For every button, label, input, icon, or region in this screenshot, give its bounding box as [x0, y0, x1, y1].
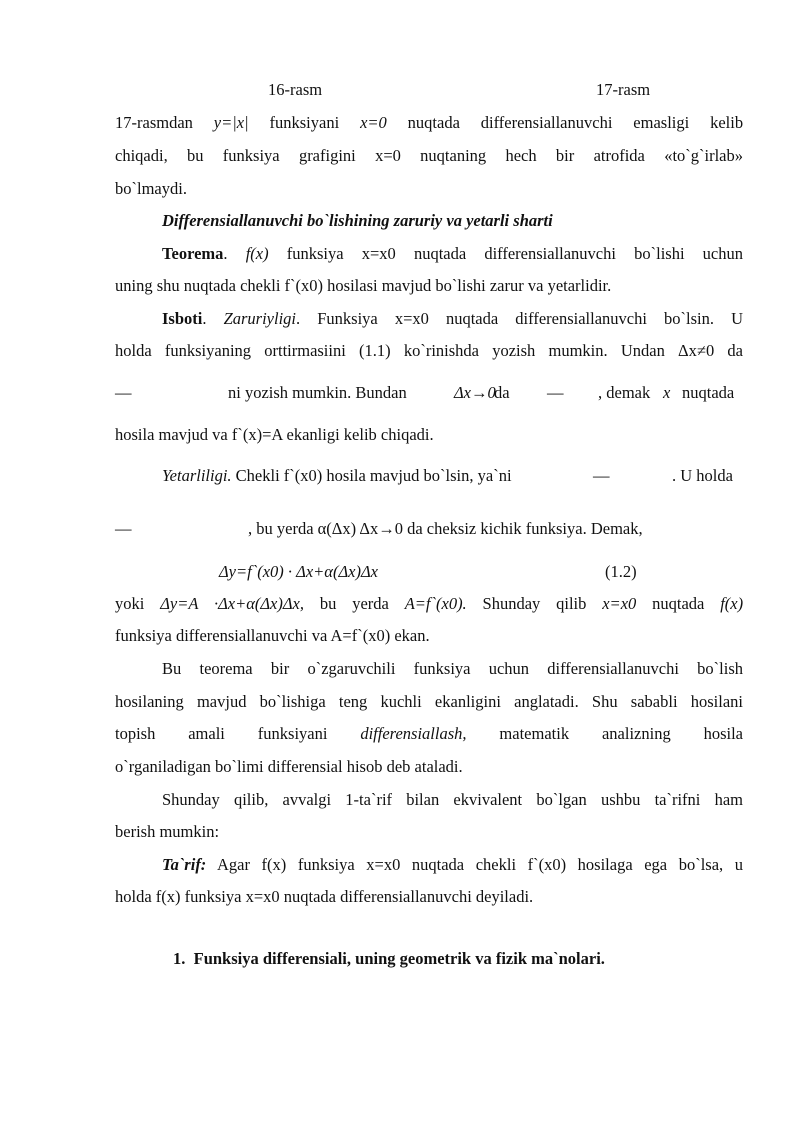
paragraph-2-line-1: yoki Δy=A ·Δx+α(Δx)Δx, bu yerda A=f`(x0). Shunday qilib x=x0 nuqtada f(x) [115, 594, 744, 613]
formula-placeholder-4: — [115, 519, 132, 538]
paragraph-1-line-3: bo`lmaydi. [115, 179, 187, 198]
caption-17: 17-rasm [596, 80, 651, 99]
section-title: Funksiya differensiali, uning geometrik va fizik ma`nolari. [193, 949, 605, 968]
equation-number: (1.2) [605, 562, 637, 581]
definition-line-1: Ta`rif: Agar f(x) funksiya x=x0 nuqtada chekli f`(x0) hosilaga ega bo`lsa, u [162, 855, 743, 874]
paragraph-2-line-2: funksiya differensiallanuvchi va A=f`(x0) ekan. [115, 626, 430, 645]
caption-16: 16-rasm [268, 80, 323, 99]
section-number: 1. [173, 949, 186, 968]
proof-line-2: holda funksiyaning orttirmasiini (1.1) ko`rinishda yozish mumkin. Undan Δx≠0 da [115, 341, 743, 360]
proof-line-1: Isboti. Zaruriyligi. Funksiya x=x0 nuqtada differensiallanuvchi bo`lsin. U [162, 309, 744, 328]
definition-line-2: holda f(x) funksiya x=x0 nuqtada differensiallanuvchi deyiladi. [115, 887, 534, 906]
paragraph-4-line-1: Shunday qilib, avvalgi 1-ta`rif bilan ekvivalent bo`lgan ushbu ta`rifni ham [162, 790, 743, 809]
theorem-line-2: uning shu nuqtada chekli f`(x0) hosilasi mavjud bo`lishi zarur va yetarlidir. [115, 276, 612, 295]
paragraph-1-line-2: chiqadi, bu funksiya grafigini x=0 nuqtaning hech bir atrofida «to`g`irlab» [115, 146, 743, 165]
proof-line-4: hosila mavjud va f`(x)=A ekanligi kelib chiqadi. [115, 425, 434, 444]
paragraph-3-line-1: Bu teorema bir o`zgaruvchili funksiya uchun differensiallanuvchi bo`lish [162, 659, 744, 678]
sufficiency-label: Yetarliligi. [162, 466, 232, 485]
sufficiency-line-1: Yetarliligi. Chekli f`(x0) hosila mavjud bo`lsin, ya`ni — . U holda [162, 466, 733, 485]
equation-formula: Δy=f`(x0) · Δx+α(Δx)Δx [219, 562, 378, 581]
formula-placeholder-3: — [593, 466, 610, 485]
formula-placeholder-2: — [547, 383, 564, 402]
formula-placeholder-1: — [115, 383, 132, 402]
section-heading-italic: Differensiallanuvchi bo`lishining zaruriy va yetarli sharti [162, 211, 553, 230]
section-heading [173, 949, 800, 969]
theorem-line-1: Teorema. f(x) funksiya x=x0 nuqtada differensiallanuvchi bo`lishi uchun [162, 244, 744, 263]
paragraph-1-line-1: 17-rasmdan y=|x| funksiyani x=0 nuqtada differensiallanuvchi emasligi kelib [115, 113, 744, 132]
theorem-label: Teorema [162, 244, 224, 263]
paragraph-3-line-2: hosilaning mavjud bo`lishiga teng kuchli ekanligini anglatadi. Shu sababli hosilani [115, 692, 743, 711]
paragraph-3-line-4: o`rganiladigan bo`limi differensial hisob deb ataladi. [115, 757, 463, 776]
proof-label: Isboti [162, 309, 203, 328]
definition-label: Ta`rif: [162, 855, 207, 874]
paragraph-4-line-2: berish mumkin: [115, 822, 220, 841]
paragraph-3-line-3: topish amali funksiyani differensiallash, matematik analizning hosila [115, 724, 744, 743]
